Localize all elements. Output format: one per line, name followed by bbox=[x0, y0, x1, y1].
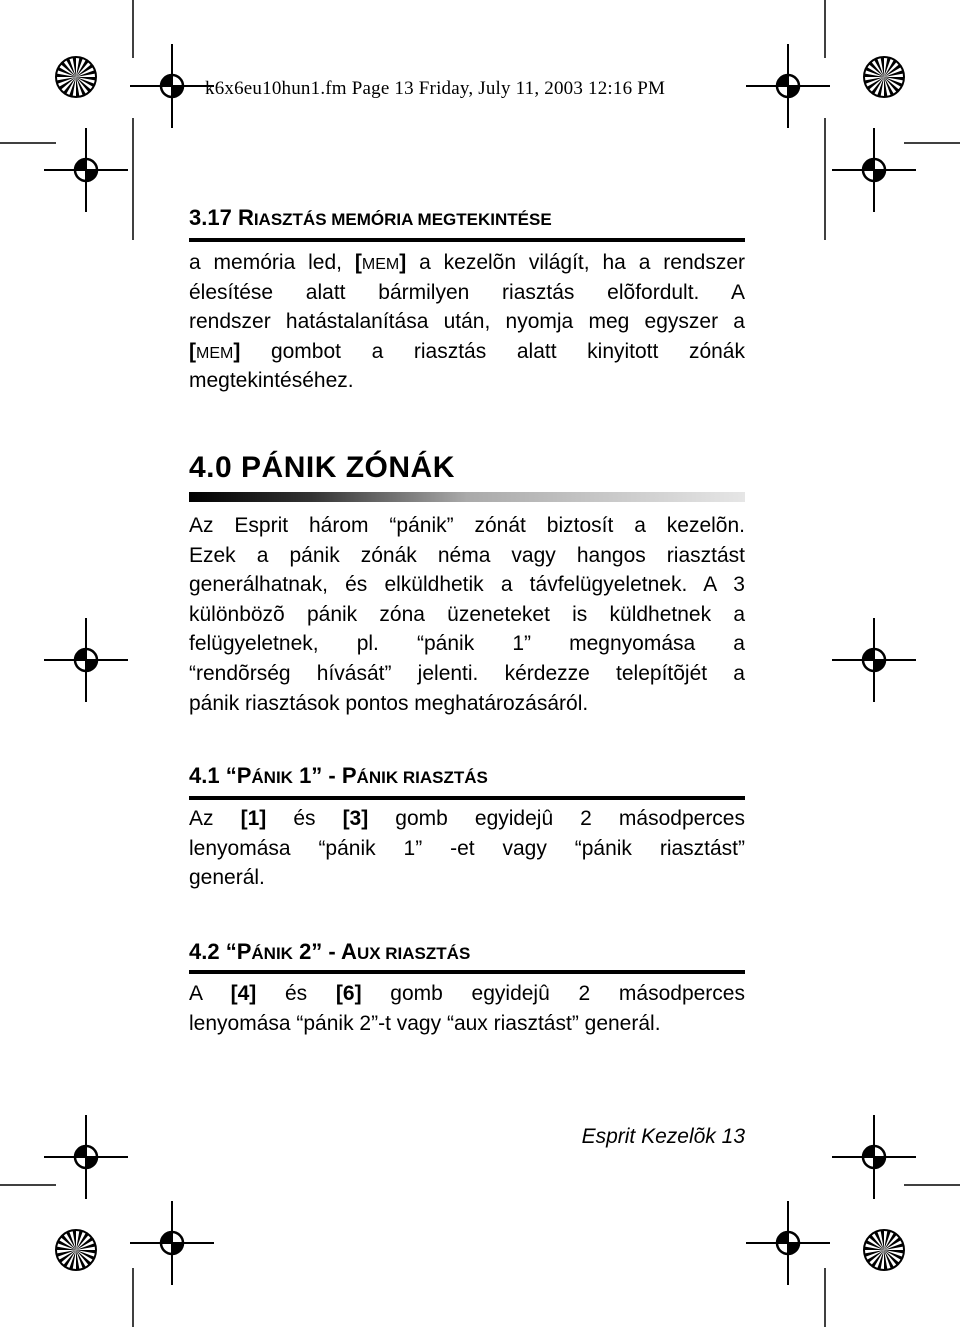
starburst-mark bbox=[56, 1230, 96, 1270]
registration-crosshair bbox=[832, 618, 916, 702]
registration-crosshair bbox=[130, 1201, 214, 1285]
registration-crosshair bbox=[746, 1201, 830, 1285]
section-4-2-heading: 4.2 “PÁNIK 2” - AUX RIASZTÁS bbox=[189, 939, 471, 964]
registration-crosshair bbox=[832, 1115, 916, 1199]
section-rule bbox=[189, 970, 745, 974]
registration-crosshair bbox=[832, 128, 916, 212]
registration-crosshair bbox=[44, 618, 128, 702]
slug-line: k6x6eu10hun1.fm Page 13 Friday, July 11, 2003 12:16 PM bbox=[205, 78, 666, 99]
starburst-mark bbox=[56, 57, 96, 97]
section-rule bbox=[189, 796, 745, 800]
heading-gradient-bar bbox=[189, 492, 745, 502]
starburst-mark bbox=[864, 57, 904, 97]
mem-key: [MEM] bbox=[189, 339, 241, 363]
registration-crosshair bbox=[746, 44, 830, 128]
registration-crosshair bbox=[44, 1115, 128, 1199]
section-3-17-body: a memória led, [MEM] a kezelõn világít, ha a rendszer élesítése alatt bármilyen riasztás elõfordult. A rendszer hatástalanítása után, nyomja meg egyszer a [MEM] gombot a riasztás alatt kinyitott zónák megtekintéséhez. bbox=[189, 251, 745, 393]
section-4-0-body: Az Esprit három “pánik” zónát biztosít a kezelõn. Ezek a pánik zónák néma vagy hangos riasztást generálhatnak, és elküldhetik a távfelügyeletnek. A 3 különbözõ pánik zóna üzeneteket is küldhetnek a felügyeletnek, pl. “pánik 1” megnyomása a “rendõrség hívását” jelenti. kérdezze telepítõjét a pánik riasztások pontos meghatározásáról. bbox=[189, 514, 745, 715]
registration-crosshair bbox=[44, 128, 128, 212]
section-4-2-body: A [4] és [6] gomb egyidejû 2 másodperces lenyomása “pánik 2”-t vagy “aux riasztást” generál. bbox=[189, 982, 745, 1035]
registration-crosshair bbox=[130, 44, 214, 128]
page-footer: Esprit Kezelõk 13 bbox=[581, 1125, 745, 1148]
mem-key: [MEM] bbox=[354, 251, 407, 274]
section-4-0-heading: 4.0 PÁNIK ZÓNÁK bbox=[189, 451, 455, 484]
section-4-1-heading: 4.1 “PÁNIK 1” - PÁNIK RIASZTÁS bbox=[189, 763, 488, 788]
starburst-mark bbox=[864, 1230, 904, 1270]
section-3-17-heading: 3.17 RIASZTÁS MEMÓRIA MEGTEKINTÉSE bbox=[189, 205, 552, 230]
section-rule bbox=[189, 238, 745, 242]
section-4-1-body: Az [1] és [3] gomb egyidejû 2 másodperces lenyomása “pánik 1” -et vagy “pánik riasztást” generál. bbox=[189, 807, 745, 890]
